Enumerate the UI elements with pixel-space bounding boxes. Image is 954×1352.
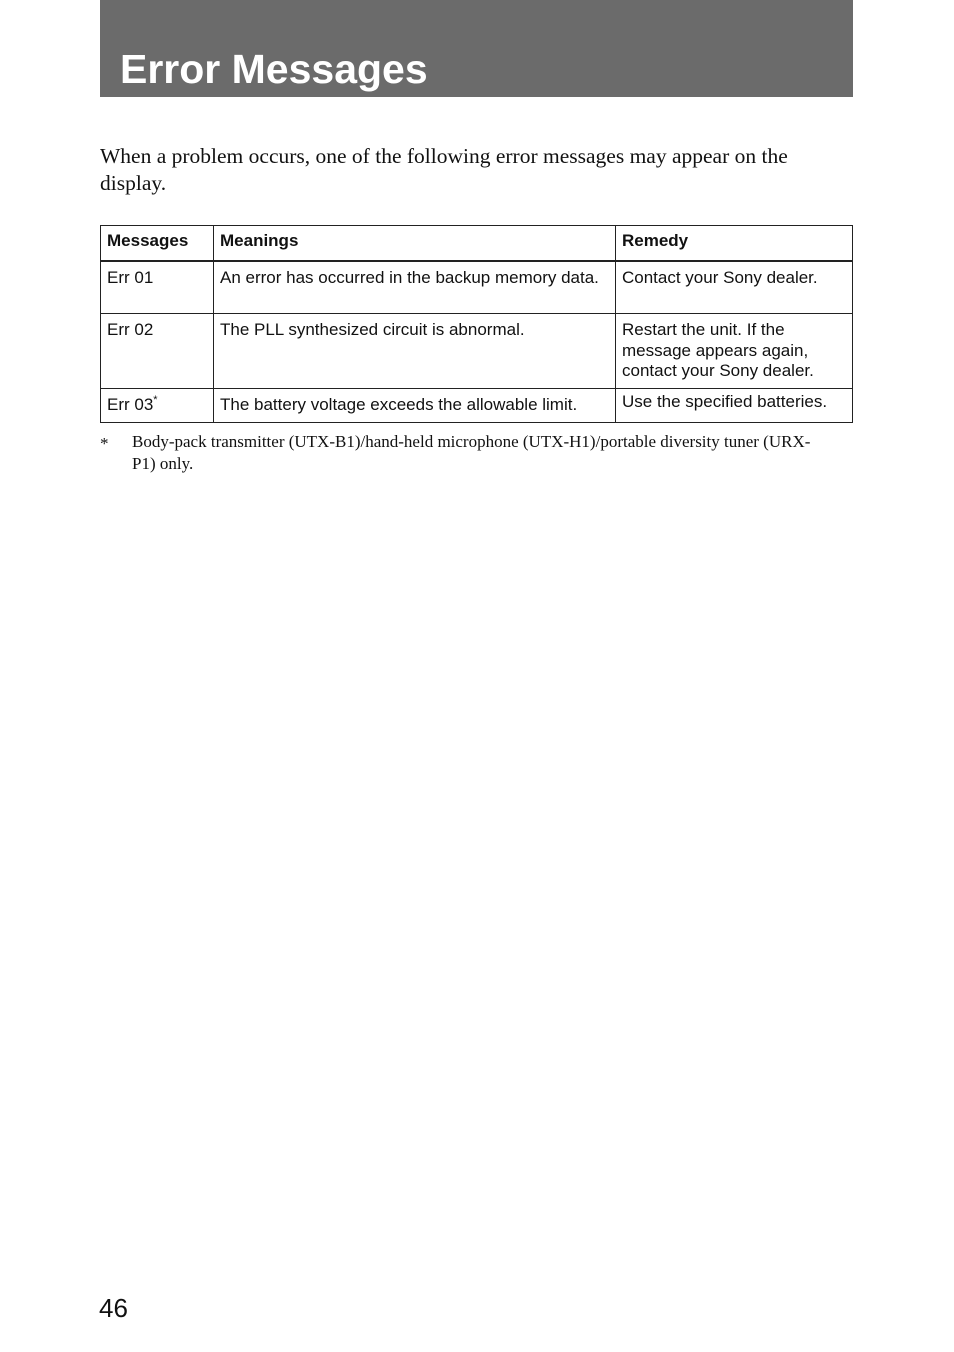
footnote-marker: * bbox=[153, 394, 158, 406]
page-number: 46 bbox=[99, 1293, 128, 1323]
table-row bbox=[101, 261, 853, 314]
footnote-mark: * bbox=[100, 434, 109, 453]
meaning-cell: The battery voltage exceeds the allowable limit. bbox=[214, 389, 616, 423]
message-cell bbox=[101, 389, 214, 423]
remedy-cell: Use the specified batteries. bbox=[616, 389, 853, 423]
column-header-remedy: Remedy bbox=[616, 226, 853, 262]
message-text: Err 03 bbox=[107, 395, 154, 414]
table-header-row bbox=[101, 226, 853, 262]
table-row bbox=[101, 314, 853, 389]
intro-paragraph: When a problem occurs, one of the following error messages may appear on the display. bbox=[100, 144, 788, 195]
footnote-text: Body-pack transmitter (UTX-B1)/hand-held microphone (UTX-H1)/portable diversity tuner (URX-P1) only. bbox=[132, 432, 811, 473]
page-title: Error Messages bbox=[120, 46, 428, 92]
title-bar bbox=[100, 0, 853, 97]
meaning-cell: The PLL synthesized circuit is abnormal. bbox=[214, 314, 616, 389]
error-messages-table bbox=[100, 225, 853, 423]
remedy-cell: Contact your Sony dealer. bbox=[616, 261, 853, 314]
column-header-meanings: Meanings bbox=[214, 226, 616, 262]
table-row bbox=[101, 389, 853, 423]
column-header-messages: Messages bbox=[101, 226, 214, 262]
meaning-cell: An error has occurred in the backup memory data. bbox=[214, 261, 616, 314]
message-cell: Err 02 bbox=[101, 314, 214, 389]
remedy-cell: Restart the unit. If the message appears again, contact your Sony dealer. bbox=[616, 314, 853, 389]
message-cell: Err 01 bbox=[101, 261, 214, 314]
